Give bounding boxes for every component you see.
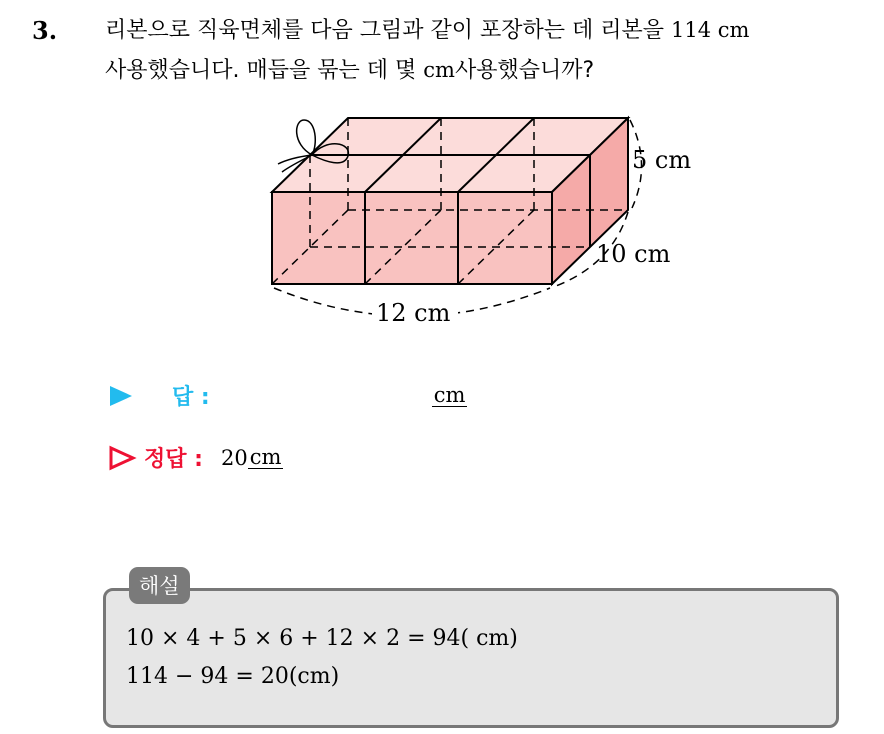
play-triangle-icon — [108, 384, 134, 408]
box-front-face — [272, 192, 552, 284]
explanation-line-1: 10 × 4 + 5 × 6 + 12 × 2 = 94( cm) — [126, 626, 518, 651]
explanation-box — [103, 588, 839, 728]
height-label: 5 cm — [632, 146, 692, 174]
answer-label: 답 : — [172, 385, 210, 410]
outline-triangle-icon — [108, 445, 136, 471]
correct-answer-unit: cm — [249, 445, 282, 469]
depth-label: 10 cm — [596, 240, 671, 268]
ribbon-length: 114 cm — [671, 18, 750, 42]
answer-unit: cm — [433, 383, 466, 407]
question-text-line-2 — [105, 56, 594, 85]
width-label: 12 cm — [376, 299, 451, 327]
explanation-tag: 해설 — [129, 567, 190, 604]
question-text-2: 사용했습니다. 매듭을 묶는 데 몇 — [105, 58, 424, 83]
question-text-1: 리본으로 직육면체를 다음 그림과 같이 포장하는 데 리본을 — [105, 18, 671, 43]
explanation-line-2: 114 − 94 = 20(cm) — [126, 664, 340, 689]
question-number: 3. — [32, 16, 58, 45]
correct-answer-row — [108, 442, 283, 473]
answer-row — [108, 380, 467, 411]
question-unit: cm — [423, 58, 455, 82]
ribbon-box-figure — [260, 104, 692, 340]
question-text-line-1 — [105, 16, 749, 45]
correct-answer-value: 20 — [220, 445, 248, 470]
correct-answer-label: 정답 : — [144, 447, 203, 472]
question-text-3: 사용했습니까? — [454, 58, 595, 83]
